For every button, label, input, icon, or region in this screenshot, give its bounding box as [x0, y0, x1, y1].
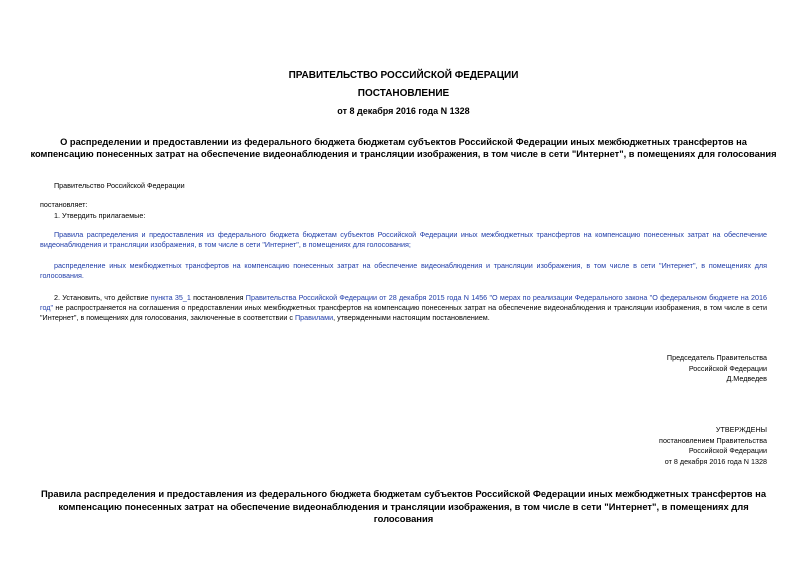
approved-date: от 8 декабря 2016 года N 1328 [664, 456, 767, 466]
approved-by: постановлением Правительства [659, 435, 767, 445]
rules-ref-link[interactable]: Правилами [294, 313, 334, 322]
item-1: 1. Утвердить прилагаемые: [54, 211, 146, 220]
document-title: О распределении и предоставлении из федерального бюджета бюджетам субъектов Российской Федерации иных межбюджетных трансфертов на компенсацию понесенных затрат на обеспечение видеонаблюдения и трансляции изображения, в том числе в сети "Интернет", в помещениях для голосования [30, 137, 777, 159]
signature-federation: Российской Федерации [688, 363, 767, 373]
government-rf-text: Правительство Российской Федерации [54, 181, 185, 190]
signature-position: Председатель Правительства [666, 353, 767, 362]
resolution-1456-link[interactable]: Правительства Российской Федерации от 28 декабря 2015 года N 1456 "О мерах по реализации Федерального закона "О федеральном бюджете на 2016 год" [40, 293, 767, 312]
item-2: 2. Установить, что действие пункта 35_1 постановления Правительства Российской Федерации от 28 декабря 2015 года N 1456 "О мерах по реализации Федерального закона "О федеральном бюджете на 2016 год" не распространяется на соглашения о предоставлении иных межбюджетных трансфертов на компенсацию понесенных затрат на обеспечение видеонаблюдения и трансляции изображения, в том числе в сети "Интернет", в помещениях для голосования, заключенные в соответствии с Правилами, утвержденными настоящим постановлением. [40, 293, 767, 322]
rules-link[interactable]: Правила распределения и предоставления из федерального бюджета бюджетам субъектов Российской Федерации иных межбюджетных трансфертов на компенсацию понесенных затрат на обеспечение видеонаблюдения и трансляции изображения, в том числе в сети "Интернет", в помещениях для голосования; [40, 230, 767, 249]
approved-federation: Российской Федерации [688, 446, 767, 455]
distribution-link[interactable]: распределение иных межбюджетных трансфертов на компенсацию понесенных затрат на обеспечение видеонаблюдения и трансляции изображения, в том числе в сети "Интернет", в помещениях для голосования. [40, 261, 767, 280]
government-header: ПРАВИТЕЛЬСТВО РОССИЙСКОЙ ФЕДЕРАЦИИ [288, 70, 519, 81]
clause-35-1-link[interactable]: пункта 35_1 [150, 293, 191, 302]
signature-block [667, 353, 767, 385]
document-date-number: от 8 декабря 2016 года N 1328 [337, 106, 470, 116]
rules-title: Правила распределения и предоставления из федерального бюджета бюджетам субъектов Российской Федерации иных межбюджетных трансфертов на компенсацию понесенных затрат на обеспечение видеонаблюдения и трансляции изображения, в том числе в сети "Интернет", в помещениях для голосования [40, 488, 767, 524]
approved-label: УТВЕРЖДЕНЫ [715, 425, 767, 434]
approved-block [659, 425, 767, 467]
signature-name: Д.Медведев [726, 374, 767, 383]
document-type: ПОСТАНОВЛЕНИЕ [357, 88, 450, 99]
resolves-text: постановляет: [40, 200, 88, 209]
